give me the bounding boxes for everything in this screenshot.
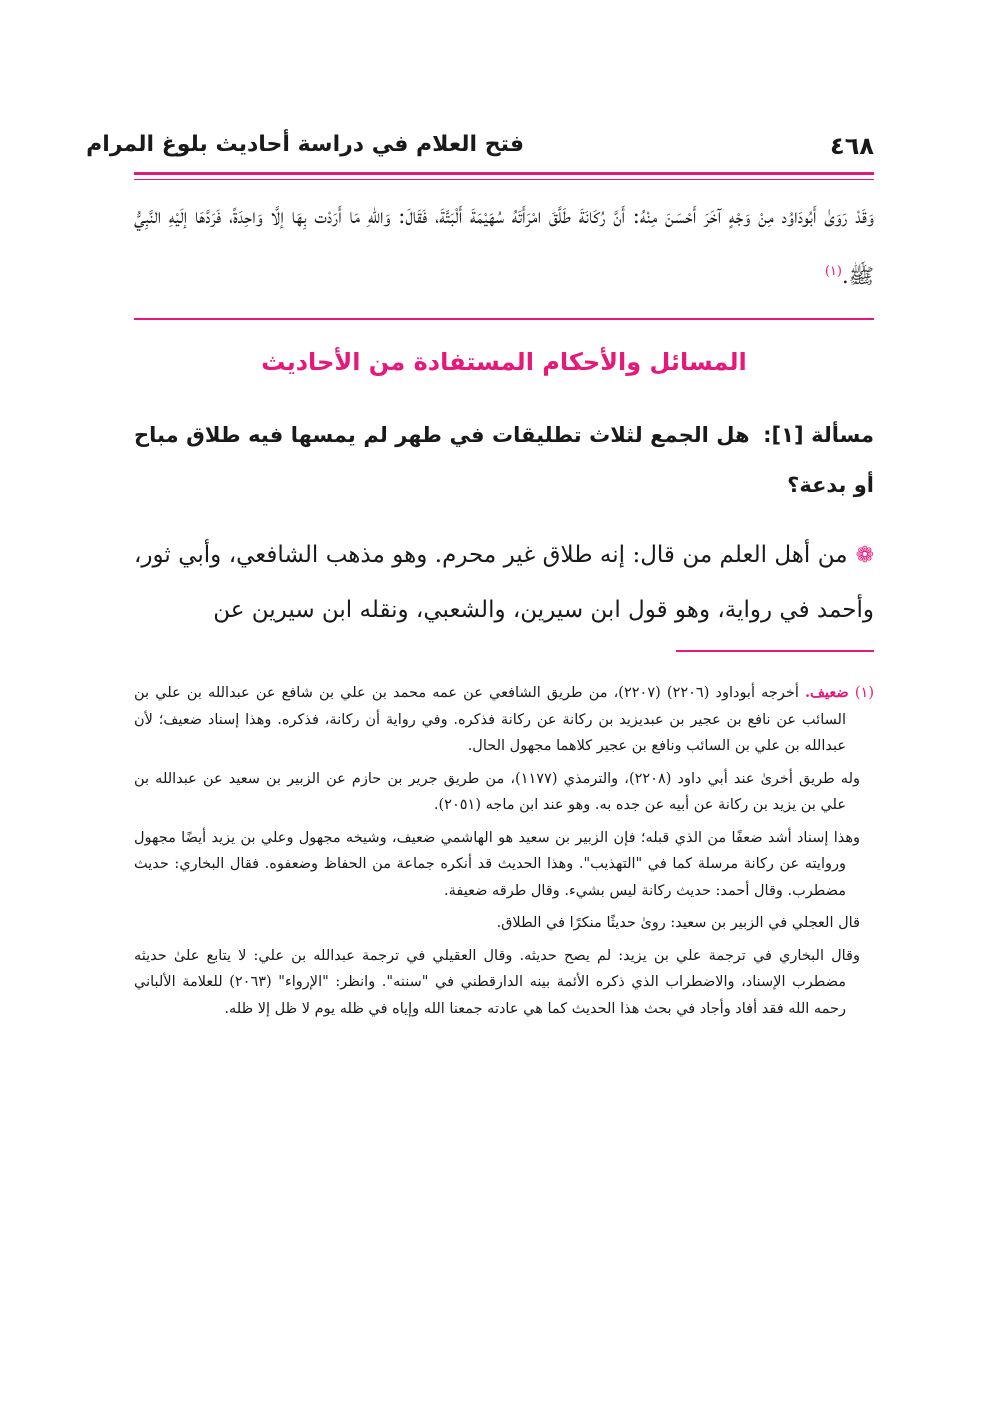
footnote-text-3: وهذا إسناد أشد ضعفًا من الذي قبله؛ فإن الزبير بن سعيد هو الهاشمي ضعيف، وشيخه مجهول وعلي بن يزيد أيضًا مجهول وروايته عن ركانة مرسلة كما في "التهذيب". وهذا الحديث قد أنكره جماعة من الحفاظ وضعفوه. فقال البخاري: حديث مضطرب. وقال أحمد: حديث ركانة ليس بشيء. وقال طرقه ضعيفة. [134, 829, 860, 899]
running-header [86, 128, 874, 170]
main-paragraph [134, 528, 874, 637]
hadith-text: وَقَدْ رَوَىٰ أَبُودَاوُد مِنْ وَجْهٍ آخَرَ أَحْسَنَ مِنْهُ: أَنَّ رُكَانَةَ طَلَّقَ امْرَأَتَهُ سُهَيْمَةَ أَلْبَتَّةَ، فَقَالَ: وَاللهِ مَا أَرَدْت بِهَا إلَّا وَاحِدَةً، فَرَدَّهَا إلَيْهِ النَّبِيُّ ﷺ. [134, 204, 874, 288]
footnote-text-1: أخرجه أبوداود (٢٢٠٦) (٢٢٠٧)، من طريق الشافعي عن عمه محمد بن علي بن شافع عن عبدالله بن علي بن السائب عن نافع بن عجير بن عبديزيد بن ركانة عن ركانة فذكره. وفي رواية أن ركانة، فذكره. وهذا إسناد ضعيف؛ لأن عبدالله بن علي بن السائب ونافع بن عجير كلاهما مجهول الحال. [134, 685, 846, 754]
footnote-text-2: وله طريق أخرىٰ عند أبي داود (٢٢٠٨)، والترمذي (١١٧٧)، من طريق جرير بن حازم عن الزبير بن سعيد عن عبدالله بن علي بن يزيد بن ركانة عن أبيه عن جده به. وهو عند ابن ماجه (٢٠٥١). [134, 770, 860, 813]
page-number: ٤٦٨ [830, 132, 874, 160]
footnote-text-4: قال العجلي في الزبير بن سعيد: روىٰ حديثًا منكرًا في الطلاق. [496, 915, 860, 931]
question-heading [134, 410, 874, 510]
flower-icon: ❁ [855, 543, 874, 568]
footnote-text-5: وقال البخاري في ترجمة علي بن يزيد: لم يصح حديثه. وقال العقيلي في ترجمة عبدالله بن علي: لا يتابع علىٰ حديثه مضطرب الإسناد، والاضطراب الذي ذكره الأئمة بينه الدارقطني في "سننه". وانظر: "الإرواء" (٢٠٦٣) للعلامة الألباني رحمه الله فقد أفاد وأجاد في بحث هذا الحديث كما هي عادته جمعنا الله وإياه في ظله يوم لا ظل إلا ظله. [134, 947, 860, 1017]
footnotes [134, 680, 874, 1028]
main-paragraph-text: من أهل العلم من قال: إنه طلاق غير محرم. وهو مذهب الشافعي، وأبي ثور، وأحمد في رواية، وهو قول ابن سيرين، والشعبي، ونقله ابن سيرين عن [134, 542, 874, 623]
hadith-grade: ضعيف. [804, 684, 849, 701]
book-title: فتح العلام في دراسة أحاديث بلوغ المرام [86, 132, 524, 157]
footnote-paragraph-3 [134, 825, 874, 905]
hadith-text-block [134, 188, 874, 304]
footnote-divider [676, 650, 874, 652]
question-text: هل الجمع لثلاث تطليقات في طهر لم يمسها فيه طلاق مباح أو بدعة؟ [134, 423, 874, 497]
footnote-paragraph-1 [134, 680, 874, 760]
header-rule-thick [134, 172, 874, 175]
header-rule-thin [134, 179, 874, 180]
footnote-number: (١) [854, 685, 874, 701]
section-title: المسائل والأحكام المستفادة من الأحاديث [261, 348, 747, 376]
footnote-paragraph-5 [134, 943, 874, 1023]
footnote-paragraph-4 [134, 910, 874, 937]
question-label: مسألة [١]: [763, 423, 874, 447]
footnote-reference[interactable]: (١) [824, 264, 842, 279]
footnote-paragraph-2 [134, 766, 874, 819]
section-divider [134, 318, 874, 320]
